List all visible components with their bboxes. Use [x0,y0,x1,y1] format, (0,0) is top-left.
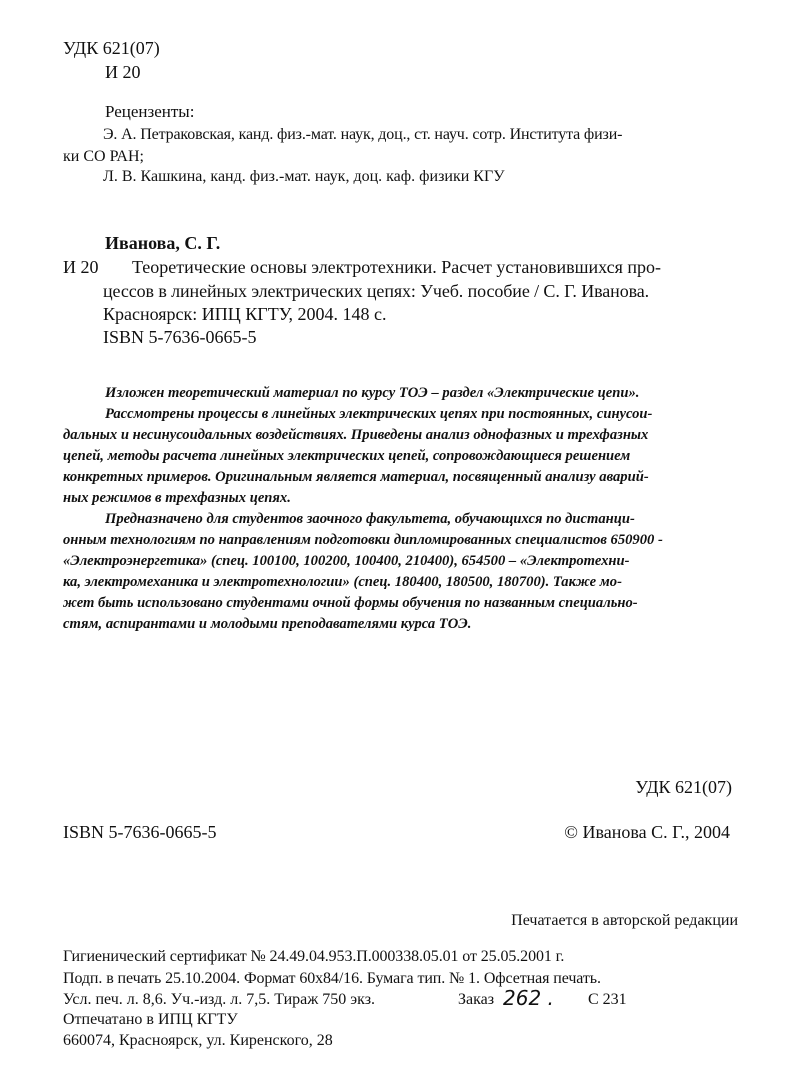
edition-note: Печатается в авторской редакции [511,912,738,929]
imprint-sheets: Усл. печ. л. 8,6. Уч.-изд. л. 7,5. Тираж 750 экз. [63,991,376,1008]
footer-isbn: ISBN 5-7636-0665-5 [63,822,217,842]
reviewer-1-line-2: ки СО РАН; [63,148,144,165]
abstract-line: «Электроэнергетика» (спец. 100100, 100200, 100400, 210400), 654500 – «Электротехни- [63,553,630,569]
author-mark: И 20 [105,62,141,82]
footer-copyright: © Иванова С. Г., 2004 [564,822,730,842]
citation-line-3: Красноярск: ИПЦ КГТУ, 2004. 148 с. [103,304,387,324]
citation-line-1: Теоретические основы электротехники. Расчет установившихся про- [132,257,662,277]
abstract-line: Предназначено для студентов заочного факультета, обучающихся по дистанци- [105,511,635,527]
order-number-handwritten: 262 . [503,986,554,1010]
abstract-line: Изложен теоретический материал по курсу ТОЭ – раздел «Электрические цепи». [105,385,640,401]
reviewer-2: Л. В. Кашкина, канд. физ.-мат. наук, доц. каф. физики КГУ [103,168,505,185]
citation-isbn: ISBN 5-7636-0665-5 [103,327,257,347]
abstract-line: конкретных примеров. Оригинальным является материал, посвященный анализу аварий- [63,469,649,485]
abstract-line: цепей, методы расчета линейных электрических цепей, сопровождающиеся решением [63,448,631,464]
reviewer-1-line-1: Э. А. Петраковская, канд. физ.-мат. наук, доц., ст. науч. сотр. Института физи- [103,126,623,143]
udk-code: УДК 621(07) [63,38,160,58]
citation-line-2: цессов в линейных электрических цепях: Учеб. пособие / С. Г. Иванова. [103,281,650,301]
abstract-line: Рассмотрены процессы в линейных электрических цепях при постоянных, синусои- [105,406,653,422]
c-number: С 231 [588,991,627,1008]
imprint-print-info: Подп. в печать 25.10.2004. Формат 60x84/16. Бумага тип. № 1. Офсетная печать. [63,970,601,987]
abstract-line: стям, аспирантами и молодыми преподавателями курса ТОЭ. [63,616,472,632]
abstract-line: жет быть использовано студентами очной формы обучения по названным специально- [63,595,638,611]
citation-mark: И 20 [63,257,99,277]
reviewers-title: Рецензенты: [105,102,195,121]
abstract-line: дальных и несинусоидальных воздействиях. Приведены анализ однофазных и трехфазных [63,427,649,443]
order-label: Заказ [458,991,495,1008]
abstract-line: ных режимов в трехфазных цепях. [63,490,291,506]
footer-udk: УДК 621(07) [635,777,732,797]
imprint-printed-at: Отпечатано в ИПЦ КГТУ [63,1011,238,1028]
imprint-certificate: Гигиенический сертификат № 24.49.04.953.П.000338.05.01 от 25.05.2001 г. [63,948,565,965]
citation-author: Иванова, С. Г. [105,233,221,253]
abstract-line: онным технологиям по направлениям подготовки дипломированных специалистов 650900 - [63,532,663,548]
imprint-address: 660074, Красноярск, ул. Киренского, 28 [63,1032,333,1049]
abstract-line: ка, электромеханика и электротехнологии» (спец. 180400, 180500, 180700). Также мо- [63,574,622,590]
